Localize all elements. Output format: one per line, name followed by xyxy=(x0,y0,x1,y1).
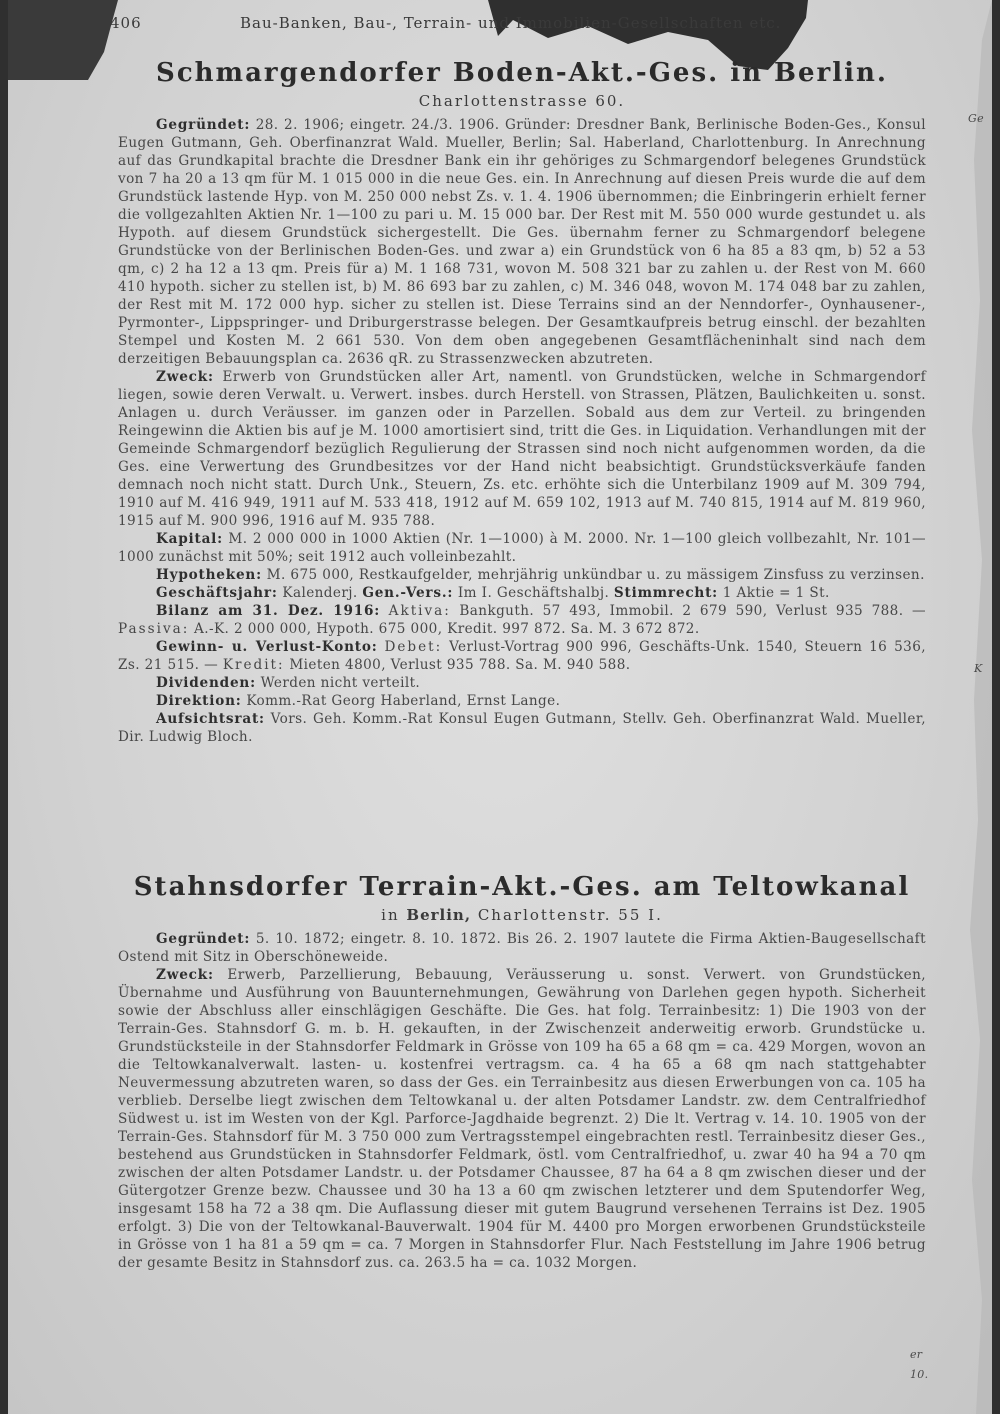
margin-note-bottom-1: er xyxy=(910,1348,923,1361)
margin-note-bottom-2: 10. xyxy=(910,1368,929,1381)
text-hypotheken: M. 675 000, Restkaufgelder, mehrjährig unkündbar u. zu mässigem Zinsfuss zu verzinsen. xyxy=(266,567,925,583)
article-title: Schmargendorfer Boden-Akt.-Ges. in Berlin. xyxy=(156,58,888,88)
subtitle-in: in xyxy=(381,906,400,924)
margin-note-mid: K xyxy=(974,662,983,675)
label-hypotheken: Hypotheken: xyxy=(156,567,262,583)
section-zweck xyxy=(118,368,926,530)
text-dividenden: Werden nicht verteilt. xyxy=(260,675,421,691)
section-zweck xyxy=(118,966,926,1272)
label-guv: Gewinn- u. Verlust-Konto: xyxy=(156,639,378,655)
text-direktion: Komm.-Rat Georg Haberland, Ernst Lange. xyxy=(246,693,561,709)
text-gegruendet: 5. 10. 1872; eingetr. 8. 10. 1872. Bis 26. 2. 1907 lautete die Firma Aktien-Baugesellschaft Ostend mit Sitz in Oberschöneweide. xyxy=(118,931,926,965)
subtitle-address: Charlottenstr. 55 I. xyxy=(477,906,663,924)
text-kapital: M. 2 000 000 in 1000 Aktien (Nr. 1—1000) à M. 2000. Nr. 1—100 gleich vollbezahlt, Nr. 101—1000 zunächst mit 50%; seit 1912 auch volleinbezahlt. xyxy=(118,531,926,565)
label-stimmrecht: Stimmrecht: xyxy=(613,585,719,601)
running-header xyxy=(8,14,992,36)
section-gegruendet xyxy=(118,116,926,368)
article-stahnsdorfer xyxy=(118,872,926,1272)
text-gegruendet: 28. 2. 1906; eingetr. 24./3. 1906. Gründer: Dresdner Bank, Berlinische Boden-Ges., Konsul Eugen Gutmann, Geh. Oberfinanzrat Wald. Mueller, Berlin; Sal. Haberland, Charlottenburg. In Anrechnung auf das Grundkapital brachte die Dresdner Bank ein ihr gehöriges zu Schmargendorf belegenes Grundstück von 7 ha 20 a 13 qm für M. 1 015 000 in die neue Ges. ein. In Anrechnung auf diesen Preis wurde die auf dem Grundstück lastende Hyp. von M. 250 000 nebst Zs. v. 1. 4. 1906 übernommen; die Einbringerin erhielt ferner die vollgezahlten Aktien Nr. 1—100 zu pari u. M. 15 000 bar. Der Rest mit M. 550 000 wurde gestundet u. als Hypoth. auf diesem Grundstück sichergestellt. Die Ges. übernahm ferner zu Schmargendorf belegene Grundstücke von der Berlinischen Boden-Ges. und zwar a) ein Grundstück von 6 ha 85 a 83 qm, b) 52 a 53 qm, c) 2 ha 12 a 13 qm. Preis für a) M. 1 168 731, wovon M. 508 321 bar zu zahlen u. der Rest von M. 660 410 hypoth. sicher zu stellen ist, b) M. 86 693 bar zu zahlen, c) M. 346 048, wovon M. 174 048 bar zu zahlen, der Rest mit M. 172 000 hyp. sicher zu stellen ist. Diese Terrains sind an der Nenndorfer-, Oynhausener-, Pyrmonter-, Lippspringer- und Driburgerstrasse belegen. Der Gesamtkaufpreis betrug einschl. der bezahlten Stempel und Kosten M. 2 661 530. Von dem oben angegebenen Gesamtflächeninhalt sind nach dem derzeitigen Bebauungsplan ca. 2636 qR. zu Strassenzwecken abzutreten. xyxy=(118,117,926,367)
section-direktion xyxy=(118,692,926,710)
article-title: Stahnsdorfer Terrain-Akt.-Ges. am Teltowkanal xyxy=(133,872,911,902)
label-kapital: Kapital: xyxy=(156,531,223,547)
label-zweck: Zweck: xyxy=(156,967,214,983)
label-gegruendet: Gegründet: xyxy=(156,117,251,133)
label-gegruendet: Gegründet: xyxy=(156,931,251,947)
text-aktiva: Bankguth. 57 493, Immobil. 2 679 590, Verlust 935 788. — xyxy=(459,603,926,619)
label-aufsichtsrat: Aufsichtsrat: xyxy=(156,711,265,727)
label-genvers: Gen.-Vers.: xyxy=(362,585,454,601)
label-passiva: Passiva: xyxy=(118,621,190,637)
text-debet: Verlust-Vortrag 900 996, Geschäfts-Unk. 1540, Steuern 16 536, Zs. 21 515. — xyxy=(118,639,926,673)
text-stimmrecht: 1 Aktie = 1 St. xyxy=(722,585,830,601)
article-schmargendorfer xyxy=(118,58,926,746)
label-zweck: Zweck: xyxy=(156,369,214,385)
label-geschaeftsjahr: Geschäftsjahr: xyxy=(156,585,278,601)
section-kapital xyxy=(118,530,926,566)
label-dividenden: Dividenden: xyxy=(156,675,256,691)
section-guv xyxy=(118,638,926,674)
article-subtitle xyxy=(118,906,926,924)
worn-right-edge xyxy=(952,0,992,1414)
page-number: 406 xyxy=(110,14,142,32)
text-aufsichtsrat: Vors. Geh. Komm.-Rat Konsul Eugen Gutmann, Stellv. Geh. Oberfinanzrat Wald. Mueller, Dir. Ludwig Bloch. xyxy=(118,711,926,745)
text-zweck: Erwerb, Parzellierung, Bebauung, Veräusserung u. sonst. Verwert. von Grundstücken, Übernahme und Ausführung von Bauunternehmungen, Gewährung von Darlehen gegen hypoth. Sicherheit sowie der Abschluss aller einschlägigen Geschäfte. Die Ges. hat folg. Terrainbesitz: 1) Die 1903 von der Terrain-Ges. Stahnsdorf G. m. b. H. gekauften, in der Zwischenzeit anderweitig erworb. Grundstücke u. Grundstücksteile in der Stahnsdorfer Feldmark in Grösse von 109 ha 65 a 68 qm = ca. 429 Morgen, wovon an die Teltowkanalverwalt. lasten- u. kostenfrei vertragsm. ca. 4 ha 65 a 68 qm nach stattgehabter Neuvermessung abzutreten waren, so dass der Ges. ein Terrainbesitz aus diesen Erwerbungen von ca. 105 ha verblieb. Derselbe liegt zwischen dem Teltowkanal u. der alten Potsdamer Landstr. zw. dem Centralfriedhof Südwest u. ist im Westen von der Kgl. Parforce-Jagdhaide begrenzt. 2) Die lt. Vertrag v. 14. 10. 1905 von der Terrain-Ges. Stahnsdorf für M. 3 750 000 zum Vertragsstempel eingebrachten restl. Terrainbesitz dieser Ges., bestehend aus Grundstücken in Stahnsdorfer Feldmark, östl. vom Centralfriedhof, u. zwar 40 ha 94 a 70 qm zwischen der alten Potsdamer Landstr. u. der Potsdamer Chaussee, 87 ha 64 a 8 qm zwischen dieser und der Gütergotzer Grenze bezw. Chaussee und 30 ha 13 a 60 qm zwischen letzterer und dem Sputendorfer Weg, insgesamt 158 ha 72 a 38 qm. Die Auflassung dieser mit gutem Baugrund versehenen Terrains ist Dez. 1905 erfolgt. 3) Die von der Teltowkanal-Bauverwalt. 1904 für M. 4400 pro Morgen erworbenen Grundstücksteile in Grösse von 1 ha 81 a 59 qm = ca. 7 Morgen in Stahnsdorfer Flur. Nach Feststellung im Jahre 1906 betrug der gesamte Besitz in Stahnsdorf zus. ca. 263.5 ha = ca. 1032 Morgen. xyxy=(118,967,926,1271)
text-passiva: A.-K. 2 000 000, Hypoth. 675 000, Kredit. 997 872. Sa. M. 3 672 872. xyxy=(194,621,700,637)
label-bilanz: Bilanz am 31. Dez. 1916: xyxy=(156,603,381,619)
section-aufsichtsrat xyxy=(118,710,926,746)
subtitle-city: Berlin, xyxy=(406,906,472,924)
section-dividenden xyxy=(118,674,926,692)
section-bilanz xyxy=(118,602,926,638)
text-kredit: Mieten 4800, Verlust 935 788. Sa. M. 940 588. xyxy=(289,657,631,673)
label-debet: Debet: xyxy=(384,639,443,655)
label-direktion: Direktion: xyxy=(156,693,242,709)
margin-note-top: Ge xyxy=(968,112,984,125)
text-geschaeftsjahr: Kalenderj. xyxy=(282,585,358,601)
section-geschaeftsjahr xyxy=(118,584,926,602)
document-page xyxy=(8,0,992,1414)
label-aktiva: Aktiva: xyxy=(388,603,451,619)
section-gegruendet xyxy=(118,930,926,966)
running-title: Bau-Banken, Bau-, Terrain- und Immobilien-Gesellschaften etc. xyxy=(240,14,782,32)
text-genvers: Im I. Geschäftshalbj. xyxy=(457,585,610,601)
section-hypotheken xyxy=(118,566,926,584)
label-kredit: Kredit: xyxy=(222,657,285,673)
text-zweck: Erwerb von Grundstücken aller Art, namentl. von Grundstücken, welche in Schmargendorf liegen, sowie deren Verwalt. u. Verwert. insbes. durch Herstell. von Strassen, Plätzen, Baulichkeiten u. sonst. Anlagen u. durch Veräusser. im ganzen oder in Parzellen. Sobald aus dem zur Verteil. zu bringenden Reingewinn die Aktien bis auf je M. 1000 amortisiert sind, tritt die Ges. in Liquidation. Verhandlungen mit der Gemeinde Schmargendorf bezüglich Regulierung der Strassen sind noch nicht aufgenommen worden, da die Ges. eine Verwertung des Grundbesitzes vor der Hand nicht beabsichtigt. Grundstücksverkäufe fanden demnach noch nicht statt. Durch Unk., Steuern, Zs. etc. erhöhte sich die Unterbilanz 1909 auf M. 309 794, 1910 auf M. 416 949, 1911 auf M. 533 418, 1912 auf M. 659 102, 1913 auf M. 740 815, 1914 auf M. 819 960, 1915 auf M. 900 996, 1916 auf M. 935 788. xyxy=(118,369,926,529)
article-address: Charlottenstrasse 60. xyxy=(418,92,626,110)
